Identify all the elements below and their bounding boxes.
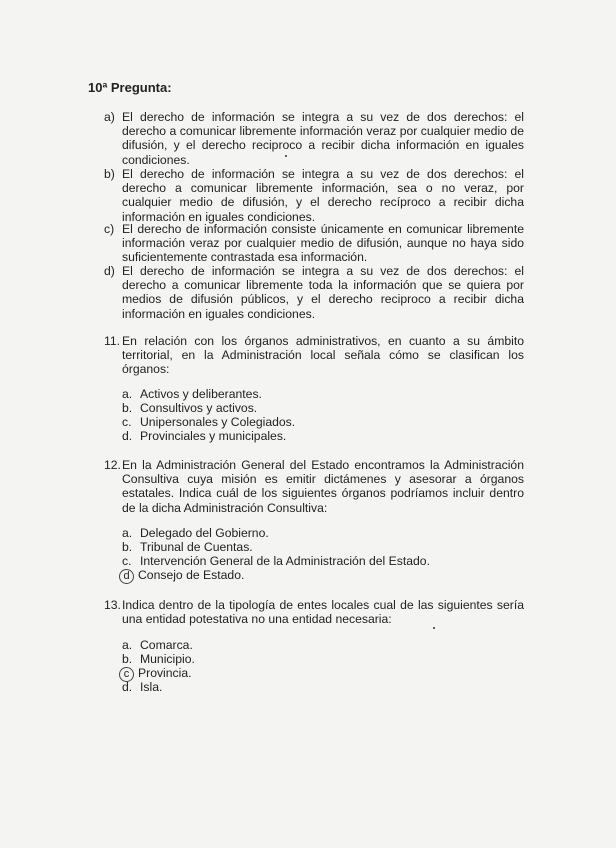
q13-option-d: d. Isla. bbox=[122, 680, 163, 694]
question-text: En la Administración General del Estado encontramos la Administración Consultiva cuya misión es emitir dictámenes y asesorar a órganos estatales. Indica cuál de los siguientes órganos podríamos incluir dentro de la dicha Administración Consultiva: bbox=[122, 458, 524, 515]
q12-option-a: a. Delegado del Gobierno. bbox=[122, 526, 269, 540]
question-10-heading: 10ª Pregunta: bbox=[88, 80, 172, 95]
q12-option-d: d Consejo de Estado. bbox=[122, 568, 244, 584]
question-11 bbox=[104, 334, 524, 377]
question-12 bbox=[104, 458, 524, 515]
question-number: 11. bbox=[104, 334, 121, 348]
scan-speck bbox=[433, 627, 435, 629]
q13-option-c: c Provincia. bbox=[122, 666, 192, 682]
q10-option-b bbox=[104, 167, 524, 224]
option-label: c) bbox=[104, 222, 115, 236]
question-13 bbox=[104, 598, 524, 626]
option-text: El derecho de información consiste únicamente en comunicar libremente información veraz por cualquier medio de difusión, aunque no haya sido suficientemente contrastada esa información. bbox=[122, 222, 524, 265]
option-label: b) bbox=[104, 167, 115, 181]
question-number: 13. bbox=[104, 598, 121, 612]
q12-option-c: c. Intervención General de la Administración del Estado. bbox=[122, 554, 430, 568]
q11-option-c: c. Unipersonales y Colegiados. bbox=[122, 415, 296, 429]
q10-option-d bbox=[104, 264, 524, 321]
option-label: d) bbox=[104, 264, 115, 278]
q13-option-b: b. Municipio. bbox=[122, 652, 195, 666]
q10-option-c bbox=[104, 222, 524, 265]
q13-option-a: a. Comarca. bbox=[122, 638, 193, 652]
question-text: En relación con los órganos administrativos, en cuanto a su ámbito territorial, en la Administración local señala cómo se clasifican los órganos: bbox=[122, 334, 524, 377]
option-label: a) bbox=[104, 110, 115, 124]
option-text: El derecho de información se integra a su vez de dos derechos: el derecho a comunicar libremente información, sea o no veraz, por cualquier medio de difusión, y el derecho recíproco a recibir dicha información en iguales condiciones. bbox=[122, 167, 524, 224]
question-number: 12. bbox=[104, 458, 121, 472]
option-text: El derecho de información se integra a su vez de dos derechos: el derecho a comunicar libremente toda la información que se quiera por medios de difusión públicos, y el derecho reciproco a recibir dicha información en iguales condiciones. bbox=[122, 264, 524, 321]
q11-option-b: b. Consultivos y activos. bbox=[122, 401, 258, 415]
q12-option-b: b. Tribunal de Cuentas. bbox=[122, 540, 253, 554]
q11-option-a: a. Activos y deliberantes. bbox=[122, 387, 262, 401]
circled-answer-mark: c bbox=[119, 667, 134, 682]
option-text: El derecho de información se integra a su vez de dos derechos: el derecho a comunicar libremente información veraz por cualquier medio de difusión, y el derecho reciproco a recibir dicha información en iguales condiciones. bbox=[122, 110, 524, 167]
circled-answer-mark: d bbox=[119, 569, 134, 584]
q11-option-d: d. Provinciales y municipales. bbox=[122, 429, 287, 443]
q10-option-a bbox=[104, 110, 524, 167]
question-text: Indica dentro de la tipología de entes locales cual de las siguientes sería una entidad potestativa no una entidad necesaria: bbox=[122, 598, 524, 627]
